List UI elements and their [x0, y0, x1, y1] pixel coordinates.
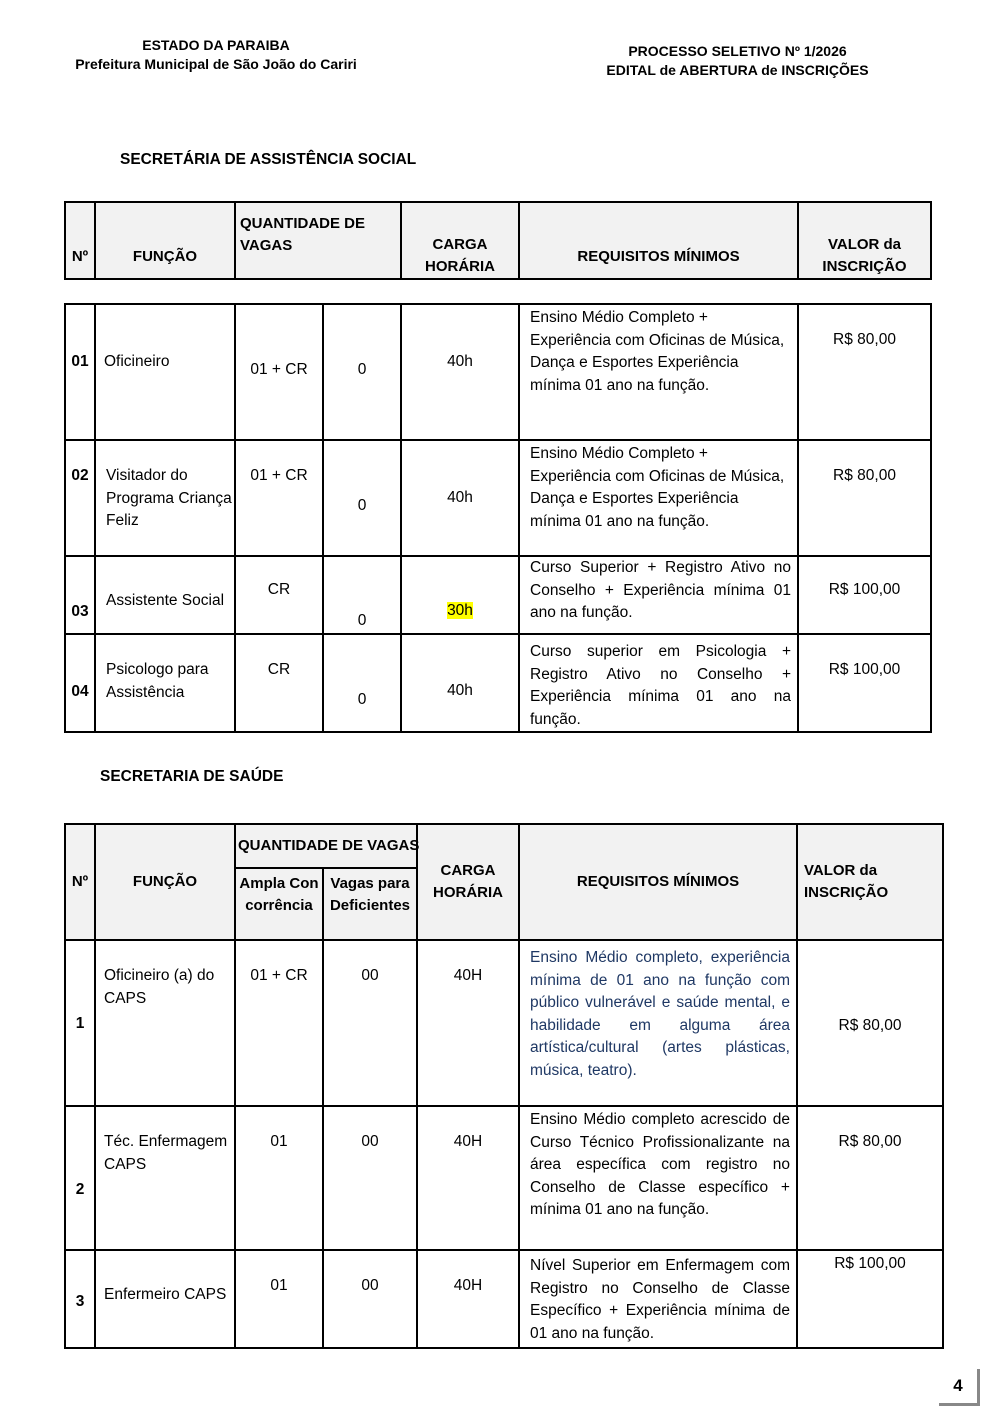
saude-table [64, 823, 944, 1349]
row-vagas-deficientes: 00 [323, 1106, 417, 1250]
row-requisitos: Curso Superior + Registro Ativo no Conselho + Experiência mínima 01 ano na função. [519, 556, 798, 634]
row-number: 03 [65, 556, 95, 634]
row-vagas-deficientes: 0 [323, 304, 401, 440]
table-row [65, 634, 931, 732]
row-carga: 40H [417, 1250, 519, 1348]
col-header-requisitos: REQUISITOS MÍNIMOS [519, 824, 797, 940]
row-number: 01 [65, 304, 95, 440]
row-vagas-ampla: CR [235, 634, 323, 732]
header-left [60, 36, 372, 74]
row-valor: R$ 100,00 [798, 556, 931, 634]
col-header-num: Nº [65, 824, 95, 940]
row-valor: R$ 80,00 [798, 440, 931, 556]
row-vagas-deficientes: 00 [323, 1250, 417, 1348]
social-header-table [64, 201, 932, 280]
row-vagas-ampla: 01 + CR [235, 440, 323, 556]
page-number: 4 [953, 1376, 963, 1395]
row-valor: R$ 80,00 [797, 1106, 943, 1250]
row-number: 1 [65, 940, 95, 1106]
row-number: 3 [65, 1250, 95, 1348]
row-funcao: Oficineiro [95, 304, 235, 440]
social-body-table [64, 303, 932, 733]
row-vagas-ampla: 01 + CR [235, 940, 323, 1106]
row-carga: 40h [401, 304, 519, 440]
process-title: PROCESSO SELETIVO Nº 1/2026 [628, 43, 847, 59]
col-header-funcao: FUNÇÃO [95, 202, 235, 279]
row-valor: R$ 80,00 [797, 940, 943, 1106]
col-header-funcao: FUNÇÃO [95, 824, 235, 940]
row-carga: 40H [417, 940, 519, 1106]
row-number: 2 [65, 1106, 95, 1250]
row-requisitos: Ensino Médio Completo + Experiência com Oficinas de Música, Dança e Esportes Experiência mínima 01 ano na função. [519, 440, 798, 556]
table-row [65, 304, 931, 440]
row-carga: 30h [447, 602, 473, 619]
page-number-box [939, 1369, 980, 1406]
municipality-name: Prefeitura Municipal de São João do Cariri [75, 56, 357, 72]
table-row [65, 1250, 943, 1348]
col-header-ampla: Ampla Concorrência [235, 868, 323, 940]
col-header-valor: VALOR da INSCRIÇÃO [797, 824, 943, 940]
row-requisitos: Ensino Médio Completo + Experiência com Oficinas de Música, Dança e Esportes Experiência mínima 01 ano na função. [519, 304, 798, 440]
row-vagas-ampla: 01 [235, 1106, 323, 1250]
row-carga: 40h [401, 634, 519, 732]
table-row [65, 440, 931, 556]
row-funcao: Oficineiro (a) do CAPS [95, 940, 235, 1106]
row-requisitos: Ensino Médio completo, experiência mínima de 01 ano na função com público vulnerável e saúde mental, e habilidade em alguma área artística/cultural (artes plásticas, música, teatro). [519, 940, 797, 1106]
row-funcao: Enfermeiro CAPS [95, 1250, 235, 1348]
row-number: 04 [65, 634, 95, 732]
row-requisitos: Curso superior em Psicologia + Registro Ativo no Conselho + Experiência mínima 01 ano na função. [519, 634, 798, 732]
row-funcao: Assistente Social [95, 556, 235, 634]
row-vagas-deficientes: 0 [323, 440, 401, 556]
header-right [600, 42, 875, 80]
section-title-saude: SECRETARIA DE SAÚDE [100, 768, 284, 785]
row-carga-cell [401, 556, 519, 634]
table-row [65, 556, 931, 634]
row-vagas-deficientes: 00 [323, 940, 417, 1106]
col-header-vagas: QUANTIDADE DE VAGAS [235, 824, 417, 868]
row-vagas-ampla: 01 [235, 1250, 323, 1348]
section-title-social: SECRETÁRIA DE ASSISTÊNCIA SOCIAL [120, 151, 417, 168]
row-vagas-ampla: CR [235, 556, 323, 634]
row-number: 02 [65, 440, 95, 556]
row-valor: R$ 100,00 [798, 634, 931, 732]
row-requisitos: Ensino Médio completo acrescido de Curso Técnico Profissionalizante na área específica com registro no Conselho de Classe específico + mínima 01 ano na função. [519, 1106, 797, 1250]
row-valor: R$ 100,00 [797, 1250, 943, 1348]
table-row [65, 1106, 943, 1250]
col-header-requisitos: REQUISITOS MÍNIMOS [519, 202, 798, 279]
row-vagas-deficientes: 0 [323, 556, 401, 634]
row-requisitos: Nível Superior em Enfermagem com Registro no Conselho de Classe Específico + Experiência mínima de 01 ano na função. [519, 1250, 797, 1348]
row-funcao: Psicologo para Assistência [95, 634, 235, 732]
col-header-vagas: QUANTIDADE DE VAGAS [235, 202, 401, 279]
edital-title: EDITAL de ABERTURA de INSCRIÇÕES [606, 62, 869, 78]
col-header-deficientes: Vagas para Deficientes [323, 868, 417, 940]
row-funcao: Téc. Enfermagem CAPS [95, 1106, 235, 1250]
row-vagas-deficientes: 0 [323, 634, 401, 732]
row-carga: 40h [401, 440, 519, 556]
table-row [65, 940, 943, 1106]
row-carga: 40H [417, 1106, 519, 1250]
row-valor: R$ 80,00 [798, 304, 931, 440]
row-vagas-ampla: 01 + CR [235, 304, 323, 440]
row-funcao: Visitador do Programa Criança Feliz [95, 440, 235, 556]
col-header-carga: CARGA HORÁRIA [401, 202, 519, 279]
state-name: ESTADO DA PARAIBA [142, 37, 290, 53]
col-header-num: Nº [65, 202, 95, 279]
col-header-carga: CARGA HORÁRIA [417, 824, 519, 940]
col-header-valor: VALOR da INSCRIÇÃO [798, 202, 931, 279]
